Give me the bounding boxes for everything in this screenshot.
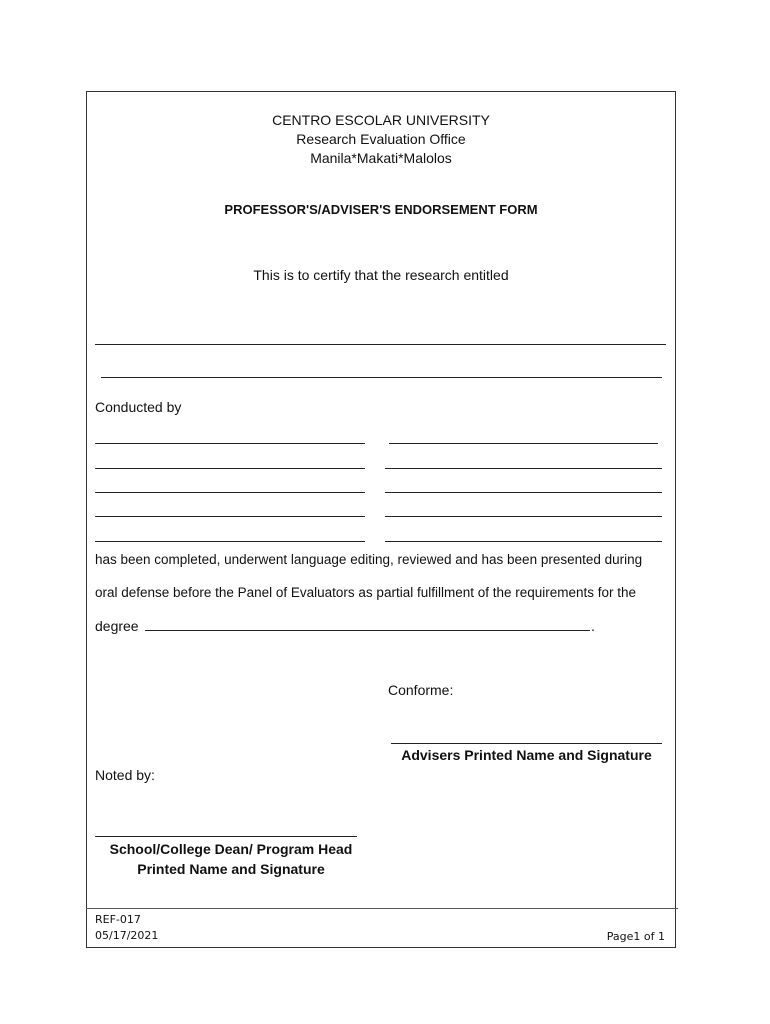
form-page-border xyxy=(86,91,676,948)
researcher-line-left-2[interactable] xyxy=(95,468,365,469)
researcher-line-right-3[interactable] xyxy=(385,492,662,493)
university-name: CENTRO ESCOLAR UNIVERSITY xyxy=(272,112,490,128)
degree-label: degree xyxy=(95,618,139,634)
adviser-signature-caption: Advisers Printed Name and Signature xyxy=(401,747,652,763)
completion-text-line-2: oral defense before the Panel of Evaluators as partial fulfillment of the requirements for the xyxy=(95,585,637,600)
research-title-line-2[interactable] xyxy=(101,377,662,378)
degree-line[interactable] xyxy=(145,630,590,631)
researcher-line-left-3[interactable] xyxy=(95,492,365,493)
noted-by-label: Noted by: xyxy=(95,767,155,783)
researcher-line-right-2[interactable] xyxy=(385,468,662,469)
ref-code: REF-017 xyxy=(95,913,141,926)
researcher-line-right-4[interactable] xyxy=(385,516,662,517)
certify-text: This is to certify that the research entitled xyxy=(253,267,509,283)
form-date: 05/17/2021 xyxy=(95,929,159,942)
office-name: Research Evaluation Office xyxy=(296,131,466,147)
degree-line-period: . xyxy=(591,618,595,634)
researcher-line-right-5[interactable] xyxy=(385,541,662,542)
conforme-label: Conforme: xyxy=(388,682,454,698)
researcher-line-left-1[interactable] xyxy=(95,443,365,444)
dean-signature-caption-1: School/College Dean/ Program Head xyxy=(109,841,353,857)
dean-signature-line[interactable] xyxy=(95,836,357,837)
form-title: PROFESSOR'S/ADVISER'S ENDORSEMENT FORM xyxy=(224,202,538,217)
researcher-line-left-5[interactable] xyxy=(95,541,365,542)
adviser-signature-line[interactable] xyxy=(391,743,662,744)
researcher-line-right-1[interactable] xyxy=(389,443,658,444)
page-number: Page1 of 1 xyxy=(606,930,665,943)
dean-signature-caption-2: Printed Name and Signature xyxy=(137,861,325,877)
research-title-line-1[interactable] xyxy=(95,344,666,345)
completion-text-line-1: has been completed, underwent language editing, reviewed and has been presented during xyxy=(95,552,643,567)
campus-list: Manila*Makati*Malolos xyxy=(310,150,452,166)
footer-divider xyxy=(86,908,678,909)
conducted-by-label: Conducted by xyxy=(95,399,182,415)
researcher-line-left-4[interactable] xyxy=(95,516,365,517)
